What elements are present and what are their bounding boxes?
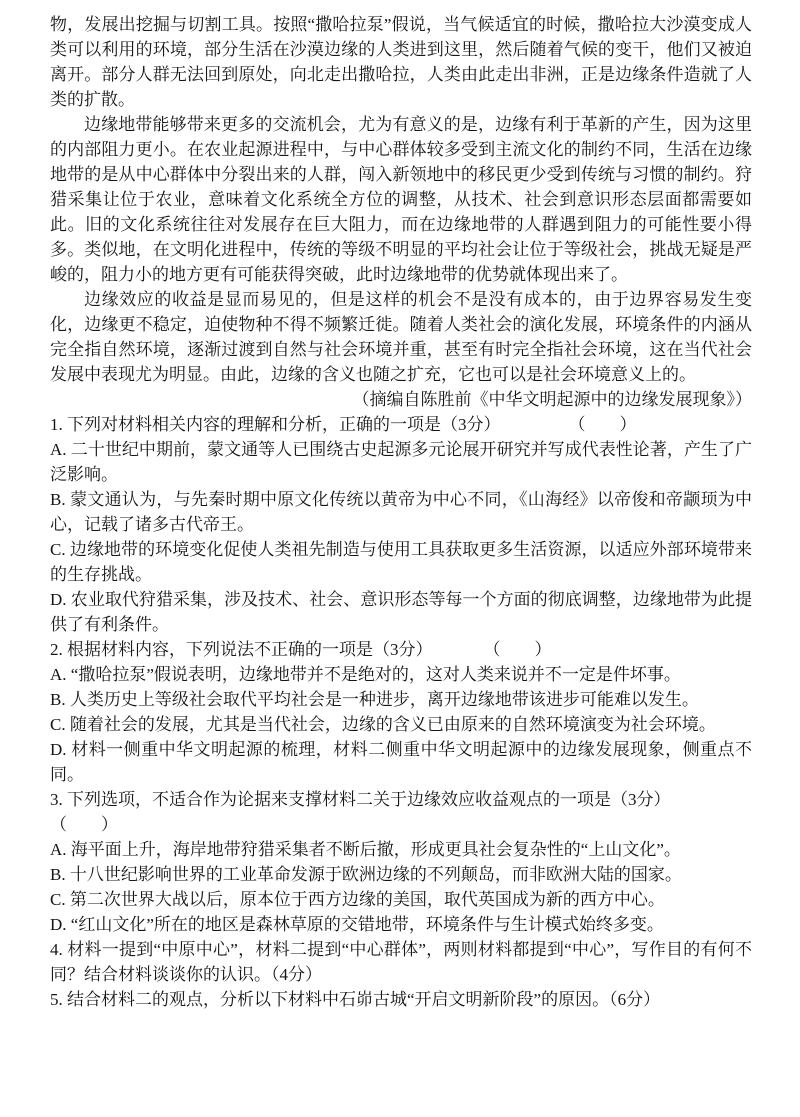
question-stem: 1. 下列对材料相关内容的理解和分析，正确的一项是（3分） （ ）	[50, 415, 637, 434]
question-option: B. 十八世纪影响世界的工业革命发源于欧洲边缘的不列颠岛，而非欧洲大陆的国家。	[50, 865, 682, 884]
question-4	[50, 937, 752, 987]
question-5	[50, 987, 752, 1012]
question-stem: 3. 下列选项，不适合作为论据来支撑材料二关于边缘效应收益观点的一项是（3分）	[50, 790, 671, 809]
question-option: B. 人类历史上等级社会取代平均社会是一种进步，离开边缘地带该进步可能难以发生。	[50, 690, 699, 709]
question-option: C. 边缘地带的环境变化促使人类祖先制造与使用工具获取更多生活资源，以适应外部环境带来的生存挑战。	[50, 540, 752, 584]
question-option: D. 农业取代狩猎采集，涉及技术、社会、意识形态等每一个方面的彻底调整，边缘地带为此提供了有利条件。	[50, 590, 752, 634]
question-3	[50, 787, 752, 937]
question-option: A. 二十世纪中期前，蒙文通等人已围绕古史起源多元论展开研究并写成代表性论著，产生了广泛影响。	[50, 440, 752, 484]
question-option: C. 随着社会的发展，尤其是当代社会，边缘的含义已由原来的自然环境演变为社会环境。	[50, 715, 716, 734]
question-option: A. 海平面上升，海岸地带狩猎采集者不断后撤，形成更具社会复杂性的“上山文化”。	[50, 840, 681, 859]
question-option: D. 材料一侧重中华文明起源的梳理，材料二侧重中华文明起源中的边缘发展现象，侧重点不同。	[50, 740, 752, 784]
question-option: A. “撒哈拉泵”假说表明，边缘地带并不是绝对的，这对人类来说并不一定是件坏事。	[50, 665, 681, 684]
question-stem: 4. 材料一提到“中原中心”，材料二提到“中心群体”，两则材料都提到“中心”，写作目的有何不同？结合材料谈谈你的认识。（4分）	[50, 940, 752, 984]
attribution: （摘编自陈胜前《中华文明起源中的边缘发展现象》）	[352, 390, 752, 409]
question-option: D. “红山文化”所在的地区是森林草原的交错地带，环境条件与生计模式始终多变。	[50, 915, 664, 934]
question-2	[50, 637, 752, 787]
answer-bracket: （ ）	[50, 815, 118, 834]
question-option: B. 蒙文通认为，与先秦时期中原文化传统以黄帝为中心不同，《山海经》以帝俊和帝颛顼为中心，记载了诸多古代帝王。	[50, 490, 752, 534]
question-stem: 5. 结合材料二的观点，分析以下材料中石峁古城“开启文明新阶段”的原因。（6分）	[50, 990, 661, 1009]
question-1	[50, 412, 752, 637]
article-paragraph: 边缘效应的收益是显而易见的，但是这样的机会不是没有成本的，由于边界容易发生变化，边缘更不稳定，迫使物种不得不频繁迁徙。随着人类社会的演化发展，环境条件的内涵从完全指自然环境，逐渐过渡到自然与社会环境并重，甚至有时完全指社会环境，这在当代社会发展中表现尤为明显。由此，边缘的含义也随之扩充，它也可以是社会环境意义上的。	[50, 290, 752, 384]
article-paragraph: 边缘地带能够带来更多的交流机会，尤为有意义的是，边缘有利于革新的产生，因为这里的内部阻力更小。在农业起源进程中，与中心群体较多受到主流文化的制约不同，生活在边缘地带的是从中心群体中分裂出来的人群，闯入新领地中的移民更少受到传统与习惯的制约。狩猎采集让位于农业，意味着文化系统全方位的调整，从技术、社会到意识形态层面都需要如此。旧的文化系统往往对发展存在巨大阻力，而在边缘地带的人群遇到阻力的可能性要小得多。类似地，在文明化进程中，传统的等级不明显的平均社会让位于等级社会，挑战无疑是严峻的，阻力小的地方更有可能获得突破，此时边缘地带的优势就体现出来了。	[50, 115, 752, 284]
question-option: C. 第二次世界大战以后，原本位于西方边缘的美国，取代英国成为新的西方中心。	[50, 890, 665, 909]
article-paragraph-continued: 物，发展出挖掘与切割工具。按照“撒哈拉泵”假说，当气候适宜的时候，撒哈拉大沙漠变成人类可以利用的环境，部分生活在沙漠边缘的人类进到这里，然后随着气候的变干，他们又被迫离开。部分人群无法回到原处，向北走出撒哈拉，人类由此走出非洲，正是边缘条件造就了人类的扩散。	[50, 15, 752, 109]
question-stem: 2. 根据材料内容，下列说法不正确的一项是（3分） （ ）	[50, 640, 552, 659]
